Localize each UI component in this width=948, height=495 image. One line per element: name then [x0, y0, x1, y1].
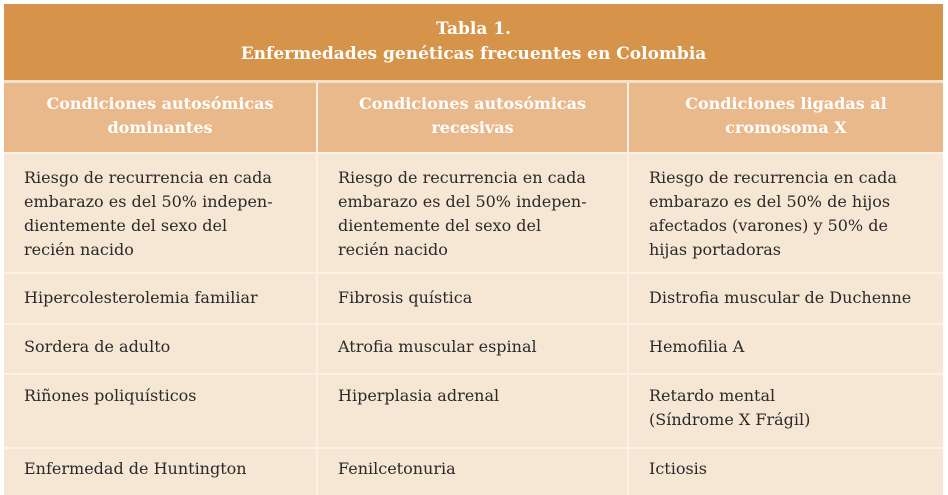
- cell-line: embarazo es del 50% de hijos: [649, 192, 891, 211]
- cell-line: (Síndrome X Frágil): [649, 410, 811, 429]
- cell-line: afectados (varones) y 50% de: [649, 216, 888, 235]
- header-x-linked: [629, 83, 943, 152]
- table-cell: [4, 449, 318, 495]
- cell-line: Riesgo de recurrencia en cada: [649, 168, 897, 187]
- cell-line: Fibrosis quística: [338, 288, 473, 307]
- table-cell: [629, 325, 943, 373]
- table-row: [4, 274, 943, 325]
- cell-line: embarazo es del 50% indepen-: [24, 192, 273, 211]
- cell-line: dientemente del sexo del: [24, 216, 228, 235]
- table-cell: [318, 325, 629, 373]
- table-row: [4, 325, 943, 375]
- cell-line: Riesgo de recurrencia en cada: [338, 168, 586, 187]
- header-autosomal-recessive: [318, 83, 629, 152]
- cell-line: hijas portadoras: [649, 240, 781, 259]
- cell-line: Hemofilia A: [649, 337, 745, 356]
- header-line: dominantes: [107, 118, 213, 137]
- table-cell: [4, 325, 318, 373]
- header-line: cromosoma X: [725, 118, 847, 137]
- cell-line: recién nacido: [338, 240, 448, 259]
- table-cell: [318, 449, 629, 495]
- table-cell: [318, 375, 629, 447]
- cell-line: dientemente del sexo del: [338, 216, 542, 235]
- table-cell: [4, 274, 318, 323]
- header-autosomal-dominant: [4, 83, 318, 152]
- table-cell: [4, 375, 318, 447]
- cell-line: Hiperplasia adrenal: [338, 386, 500, 405]
- cell-line: recién nacido: [24, 240, 134, 259]
- cell-line: embarazo es del 50% indepen-: [338, 192, 587, 211]
- table-cell: [318, 274, 629, 323]
- cell-line: Distrofia muscular de Duchenne: [649, 288, 912, 307]
- table-cell: [629, 154, 943, 272]
- cell-line: Enfermedad de Huntington: [24, 459, 247, 478]
- cell-line: Ictiosis: [649, 459, 707, 478]
- table-cell: [629, 375, 943, 447]
- cell-line: Retardo mental: [649, 386, 776, 405]
- header-line: Condiciones ligadas al: [685, 94, 887, 113]
- table-row: [4, 375, 943, 449]
- table-header-row: [4, 83, 943, 154]
- table-row: [4, 449, 943, 495]
- header-line: recesivas: [431, 118, 514, 137]
- table-row-recurrence-risk: [4, 154, 943, 274]
- table-cell: [318, 154, 629, 272]
- table-title-text: Enfermedades genéticas frecuentes en Colombia: [240, 44, 707, 64]
- cell-line: Sordera de adulto: [24, 337, 171, 356]
- table-cell: [629, 449, 943, 495]
- cell-line: Riesgo de recurrencia en cada: [24, 168, 272, 187]
- cell-line: Riñones poliquísticos: [24, 386, 197, 405]
- table-cell: [629, 274, 943, 323]
- table-cell: [4, 154, 318, 272]
- cell-line: Hipercolesterolemia familiar: [24, 288, 258, 307]
- header-line: Condiciones autosómicas: [358, 94, 587, 113]
- table-title: [4, 4, 943, 83]
- header-line: Condiciones autosómicas: [46, 94, 274, 113]
- table-title-number: Tabla 1.: [435, 19, 512, 39]
- cell-line: Atrofia muscular espinal: [338, 337, 537, 356]
- cell-line: Fenilcetonuria: [338, 459, 456, 478]
- genetic-diseases-table: [4, 4, 943, 487]
